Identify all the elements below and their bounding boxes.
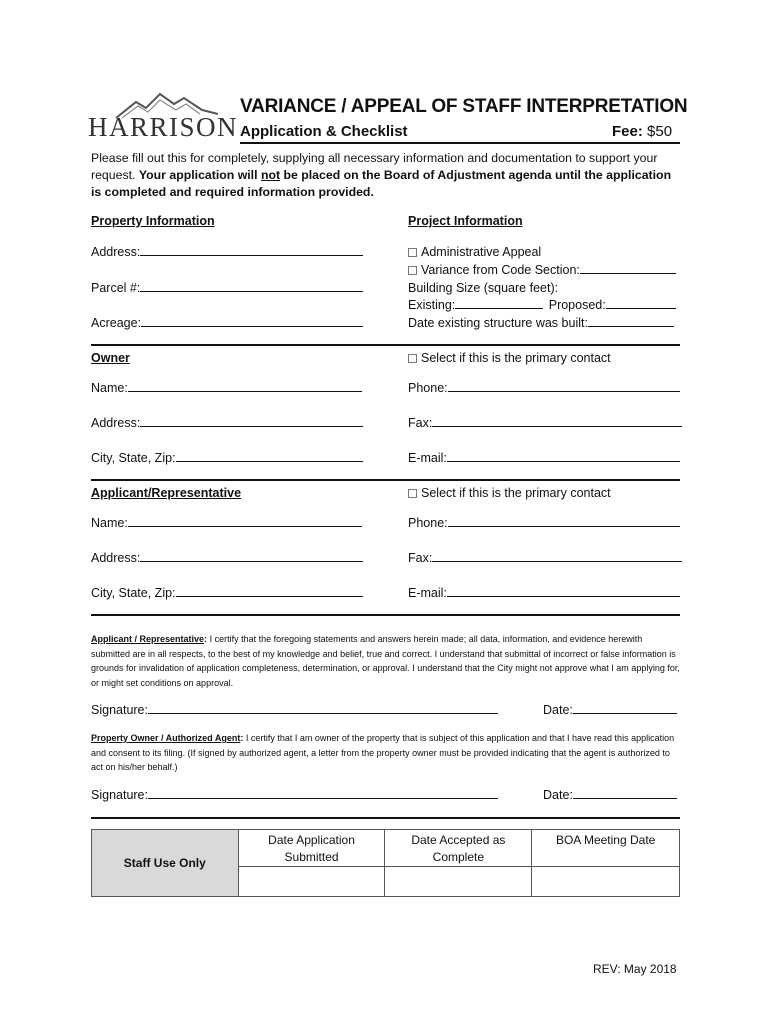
acreage-field[interactable] — [91, 316, 363, 330]
staff-use-label: Staff Use Only — [92, 830, 239, 897]
existing-proposed-field[interactable] — [408, 298, 676, 312]
applicant-cert-text: I certify that the foregoing statements and answers herein made; all data, information, and evidence herewith submitted are in all respects, to the best of my knowledge and belief, true and correct. I understand that submittal of incorrect or false information is grounds for invalidation of application completeness, determination, or approval. I understand that the City might not approve what I am applying for, or might set conditions on approval. — [91, 634, 680, 688]
divider — [91, 817, 680, 819]
owner-address-field[interactable] — [91, 416, 363, 430]
subtitle: Application & Checklist — [240, 123, 408, 140]
owner-city-line[interactable] — [176, 461, 363, 462]
proposed-label: Proposed: — [548, 298, 606, 312]
existing-line[interactable] — [455, 308, 543, 309]
admin-appeal-option[interactable] — [408, 245, 541, 259]
fee-label: Fee: — [612, 123, 643, 140]
fee-value: $50 — [647, 123, 673, 140]
applicant-primary-option[interactable] — [408, 486, 611, 500]
revision-date: REV: May 2018 — [593, 962, 677, 976]
property-heading: Property Information — [91, 214, 215, 228]
applicant-fax-field[interactable] — [408, 551, 682, 565]
intro-bold-2: be placed on the Board of Adjustment agenda until the application is completed and required information provided. — [91, 168, 672, 199]
applicant-city-label: City, State, Zip: — [91, 586, 176, 600]
applicant-signature-line[interactable] — [148, 713, 498, 714]
owner-primary-checkbox[interactable] — [408, 354, 417, 363]
col-date-submitted: Date Application Submitted — [238, 830, 385, 867]
owner-fax-label: Fax: — [408, 416, 433, 430]
applicant-city-line[interactable] — [176, 596, 363, 597]
property-address-field[interactable] — [91, 245, 363, 259]
applicant-name-field[interactable] — [91, 516, 362, 530]
divider — [91, 614, 680, 616]
fee — [612, 123, 672, 140]
intro-paragraph — [91, 150, 683, 201]
parcel-line[interactable] — [140, 291, 363, 292]
applicant-phone-field[interactable] — [408, 516, 680, 530]
applicant-certification: Applicant / Representative: I certify that the foregoing statements and answers herein made; all data, information, and evidence herewith submitted are in all respects, to the best of my knowledge and belief, true and correct. I understand that submittal of incorrect or false information is grounds for invalidation of application completeness, determination, or approval. I understand that the City might not approve what I am applying for, or might set conditions on approval. — [91, 634, 680, 688]
applicant-date-field[interactable] — [543, 703, 677, 717]
applicant-email-field[interactable] — [408, 586, 680, 600]
owner-phone-line[interactable] — [448, 391, 680, 392]
admin-appeal-label: Administrative Appeal — [421, 245, 542, 259]
date-accepted-cell[interactable] — [385, 867, 532, 897]
logo — [88, 88, 238, 140]
owner-signature-field[interactable] — [91, 788, 498, 802]
owner-phone-field[interactable] — [408, 381, 680, 395]
owner-name-line[interactable] — [128, 391, 362, 392]
applicant-primary-label: Select if this is the primary contact — [421, 486, 611, 500]
applicant-date-label: Date: — [543, 703, 573, 717]
page-title: VARIANCE / APPEAL OF STAFF INTERPRETATION — [240, 96, 688, 117]
owner-primary-label: Select if this is the primary contact — [421, 351, 611, 365]
project-heading: Project Information — [408, 214, 523, 228]
applicant-address-line[interactable] — [140, 561, 363, 562]
owner-date-line[interactable] — [573, 798, 677, 799]
owner-heading: Owner — [91, 351, 130, 365]
intro-text: Please fill out this for completely, supplying all necessary information and documentation to support your request. — [91, 151, 658, 182]
owner-email-label: E-mail: — [408, 451, 447, 465]
owner-cert-text: I certify that I am owner of the property that is subject of this application and that I have read this application and consent to its filing. (If signed by authorized agent, a letter from the property owner must be provided indicating that the agent is authorized to act on his/her behalf.) — [91, 733, 675, 772]
parcel-label: Parcel #: — [91, 281, 141, 295]
owner-city-label: City, State, Zip: — [91, 451, 176, 465]
applicant-city-field[interactable] — [91, 586, 363, 600]
owner-cert-label: Property Owner / Authorized Agent — [91, 733, 241, 743]
applicant-primary-checkbox[interactable] — [408, 489, 417, 498]
applicant-phone-label: Phone: — [408, 516, 448, 530]
owner-signature-label: Signature: — [91, 788, 148, 802]
acreage-line[interactable] — [141, 326, 363, 327]
property-address-line[interactable] — [140, 255, 363, 256]
owner-date-label: Date: — [543, 788, 573, 802]
date-built-label: Date existing structure was built: — [408, 316, 588, 330]
date-built-line[interactable] — [588, 326, 674, 327]
variance-checkbox[interactable] — [408, 266, 417, 275]
applicant-email-label: E-mail: — [408, 586, 447, 600]
date-built-field[interactable] — [408, 316, 674, 330]
col-boa-meeting: BOA Meeting Date — [532, 830, 680, 867]
existing-label: Existing: — [408, 298, 456, 312]
owner-phone-label: Phone: — [408, 381, 448, 395]
applicant-heading: Applicant/Representative — [91, 486, 242, 500]
owner-certification: Property Owner / Authorized Agent: I certify that I am owner of the property that is subject of this application and that I have read this application and consent to its filing. (If signed by authorized agent, a letter from the property owner must be provided indicating that the agent is authorized to act on his/her behalf.) — [91, 733, 675, 772]
proposed-line[interactable] — [606, 308, 676, 309]
owner-city-field[interactable] — [91, 451, 363, 465]
variance-line[interactable] — [580, 273, 676, 274]
applicant-cert-label: Applicant / Representative — [91, 634, 205, 644]
staff-use-table — [91, 829, 680, 897]
applicant-address-label: Address: — [91, 551, 141, 565]
divider — [91, 344, 680, 346]
applicant-name-line[interactable] — [128, 526, 362, 527]
owner-name-label: Name: — [91, 381, 128, 395]
col-date-accepted: Date Accepted as Complete — [385, 830, 532, 867]
logo-wordmark: HARRISON — [88, 112, 239, 142]
owner-name-field[interactable] — [91, 381, 362, 395]
divider — [91, 479, 680, 481]
owner-address-label: Address: — [91, 416, 141, 430]
variance-option[interactable] — [408, 263, 676, 277]
building-size-label: Building Size (square feet): — [408, 281, 559, 295]
applicant-date-line[interactable] — [573, 713, 677, 714]
date-submitted-cell[interactable] — [238, 867, 385, 897]
applicant-address-field[interactable] — [91, 551, 363, 565]
applicant-fax-line[interactable] — [432, 561, 682, 562]
applicant-name-label: Name: — [91, 516, 128, 530]
boa-meeting-cell[interactable] — [532, 867, 680, 897]
applicant-phone-line[interactable] — [448, 526, 680, 527]
property-address-label: Address: — [91, 245, 141, 259]
owner-signature-line[interactable] — [148, 798, 498, 799]
admin-appeal-checkbox[interactable] — [408, 248, 417, 257]
parcel-field[interactable] — [91, 281, 363, 295]
owner-primary-option[interactable] — [408, 351, 611, 365]
applicant-signature-field[interactable] — [91, 703, 498, 717]
applicant-email-line[interactable] — [447, 596, 680, 597]
owner-date-field[interactable] — [543, 788, 677, 802]
title-rule — [240, 142, 680, 144]
owner-address-line[interactable] — [140, 426, 363, 427]
owner-email-field[interactable] — [408, 451, 680, 465]
owner-fax-line[interactable] — [432, 426, 682, 427]
applicant-signature-label: Signature: — [91, 703, 148, 717]
owner-fax-field[interactable] — [408, 416, 682, 430]
variance-label: Variance from Code Section: — [421, 263, 580, 277]
acreage-label: Acreage: — [91, 316, 142, 330]
applicant-fax-label: Fax: — [408, 551, 433, 565]
owner-email-line[interactable] — [447, 461, 680, 462]
intro-not: not — [260, 168, 281, 182]
intro-bold-1: Your application will — [138, 168, 261, 182]
